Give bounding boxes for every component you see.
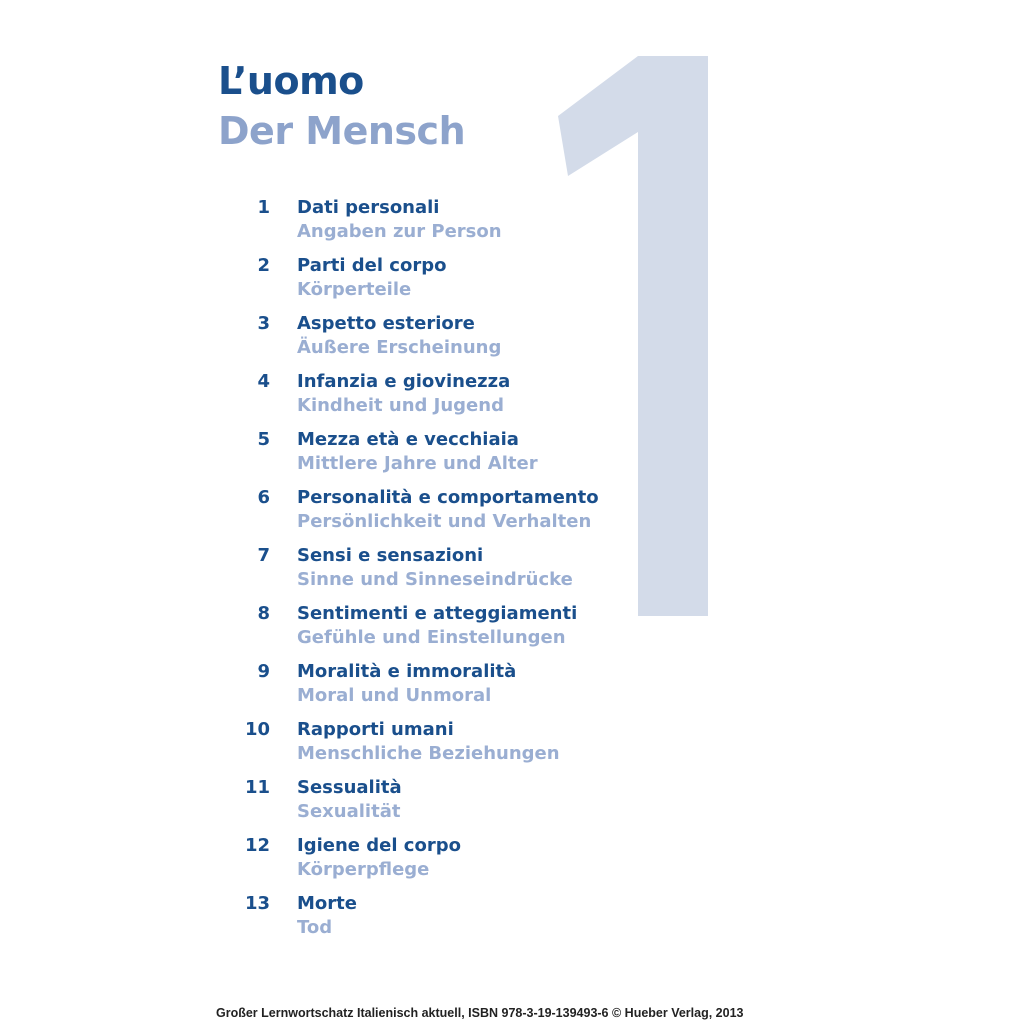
toc-number: 3 xyxy=(257,313,270,334)
toc-item xyxy=(240,544,720,602)
toc-title-german: Tod xyxy=(297,917,333,938)
toc-number: 13 xyxy=(244,893,270,914)
toc-title-italian: Parti del corpo xyxy=(297,255,447,276)
toc-title-italian: Aspetto esteriore xyxy=(297,313,475,334)
toc-number: 8 xyxy=(257,603,270,624)
toc-title-italian: Mezza età e vecchiaia xyxy=(297,429,519,450)
toc-title-italian: Moralità e immoralità xyxy=(297,661,517,682)
toc-item xyxy=(240,428,720,486)
chapter-title-german: Der Mensch xyxy=(218,109,466,153)
toc-number: 7 xyxy=(257,545,270,566)
toc-item xyxy=(240,602,720,660)
toc-title-german: Äußere Erscheinung xyxy=(297,337,502,358)
toc-item xyxy=(240,312,720,370)
toc-title-german: Angaben zur Person xyxy=(297,221,502,242)
toc-item xyxy=(240,834,720,892)
toc-title-german: Persönlichkeit und Verhalten xyxy=(297,511,592,532)
toc-number: 1 xyxy=(257,197,270,218)
toc-item xyxy=(240,892,720,950)
toc-title-german: Körperteile xyxy=(297,279,412,300)
table-of-contents xyxy=(240,196,720,950)
toc-title-italian: Sentimenti e atteggiamenti xyxy=(297,603,578,624)
toc-title-german: Gefühle und Einstellungen xyxy=(297,627,566,648)
toc-item xyxy=(240,486,720,544)
toc-number: 6 xyxy=(257,487,270,508)
toc-number: 2 xyxy=(257,255,270,276)
toc-title-italian: Personalità e comportamento xyxy=(297,487,599,508)
toc-title-german: Kindheit und Jugend xyxy=(297,395,504,416)
toc-title-german: Menschliche Beziehungen xyxy=(297,743,560,764)
toc-title-italian: Morte xyxy=(297,893,357,914)
toc-title-italian: Igiene del corpo xyxy=(297,835,461,856)
toc-item xyxy=(240,196,720,254)
chapter-title-italian: L’uomo xyxy=(218,59,364,103)
toc-item xyxy=(240,660,720,718)
toc-item xyxy=(240,370,720,428)
toc-number: 10 xyxy=(244,719,270,740)
toc-number: 11 xyxy=(244,777,270,798)
toc-title-italian: Rapporti umani xyxy=(297,719,454,740)
copyright-footer: Großer Lernwortschatz Italienisch aktuell, ISBN 978-3-19-139493-6 © Hueber Verlag, 2013 xyxy=(216,1006,744,1020)
toc-title-italian: Dati personali xyxy=(297,197,440,218)
toc-title-german: Körperpflege xyxy=(297,859,430,880)
toc-title-italian: Infanzia e giovinezza xyxy=(297,371,511,392)
toc-item xyxy=(240,776,720,834)
toc-number: 12 xyxy=(244,835,270,856)
toc-title-german: Sexualität xyxy=(297,801,401,822)
toc-title-german: Mittlere Jahre und Alter xyxy=(297,453,538,474)
toc-title-italian: Sensi e sensazioni xyxy=(297,545,484,566)
toc-number: 9 xyxy=(257,661,270,682)
toc-item xyxy=(240,718,720,776)
toc-title-german: Moral und Unmoral xyxy=(297,685,492,706)
toc-number: 4 xyxy=(257,371,270,392)
toc-item xyxy=(240,254,720,312)
toc-number: 5 xyxy=(257,429,270,450)
toc-title-german: Sinne und Sinneseindrücke xyxy=(297,569,573,590)
toc-title-italian: Sessualità xyxy=(297,777,402,798)
